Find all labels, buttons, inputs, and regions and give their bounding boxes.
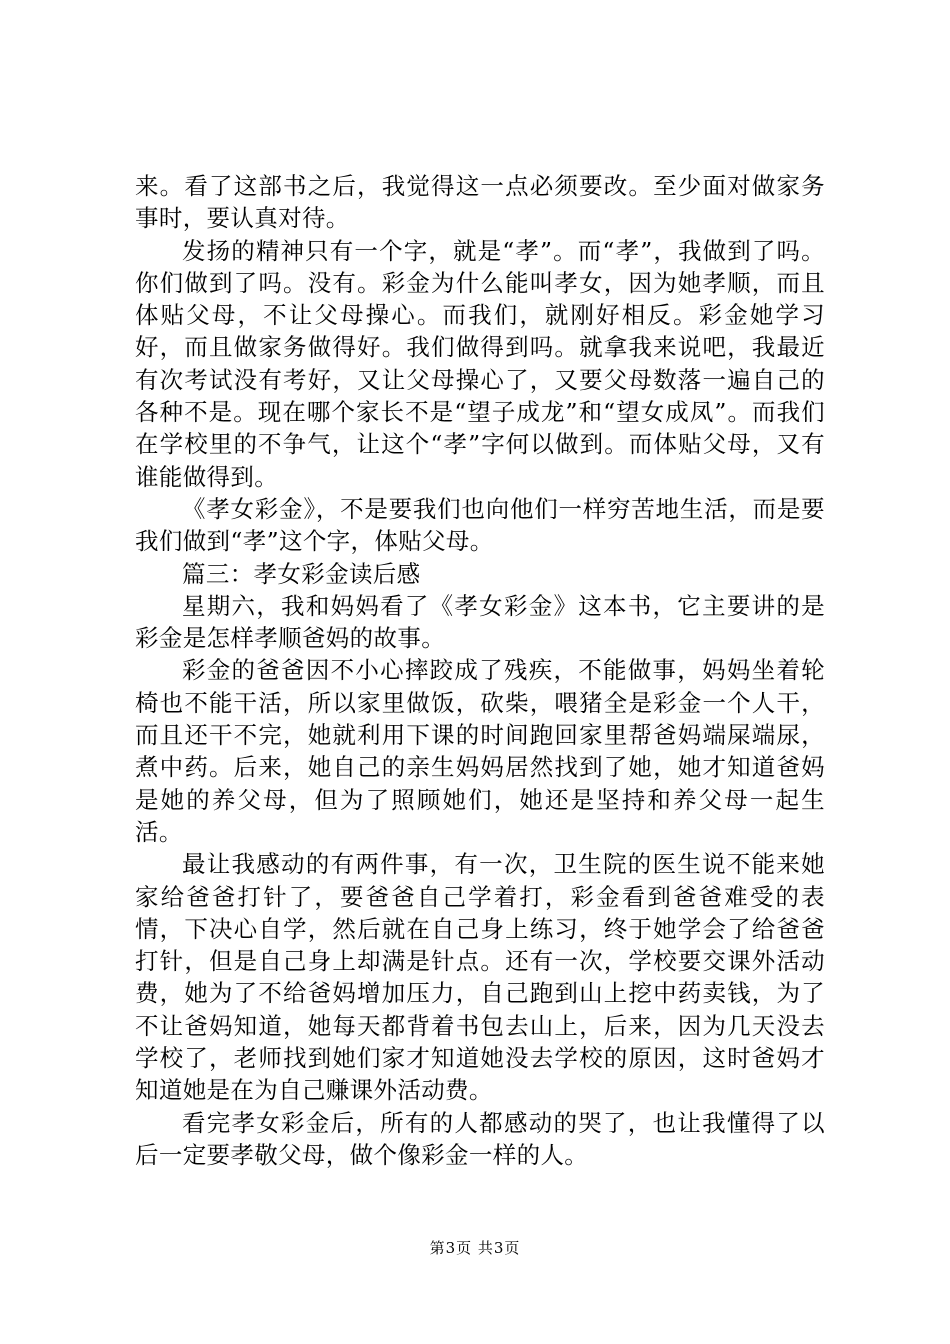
page-number-footer: 第3页 共3页	[429, 1239, 521, 1257]
paragraph-story: 彩金的爸爸因不小心摔跤成了残疾，不能做事，妈妈坐着轮椅也不能干活，所以家里做饭，砍柴，喂猪全是彩金一个人干，而且还干不完，她就利用下课的时间跑回家里帮爸妈端屎端尿，煮中药。后来，她自己的亲生妈妈居然找到了她，她才知道爸妈是她的养父母，但为了照顾她们，她还是坚持和养父母一起生活。	[135, 656, 825, 846]
paragraph-touching-events: 最让我感动的有两件事，有一次，卫生院的医生说不能来她家给爸爸打针了，要爸爸自己学着打，彩金看到爸爸难受的表情，下决心自学，然后就在自己身上练习，终于她学会了给爸爸打针，但是自己身上却满是针点。还有一次，学校要交课外活动费，她为了不给爸妈增加压力，自己跑到山上挖中药卖钱，为了不让爸妈知道，她每天都背着书包去山上，后来，因为几天没去学校了，老师找到她们家才知道她没去学校的原因，这时爸妈才知道她是在为自己赚课外活动费。	[135, 850, 825, 1105]
paragraph-continuation: 来。看了这部书之后，我觉得这一点必须要改。至少面对做家务事时，要认真对待。	[135, 172, 825, 233]
document-body	[135, 170, 825, 1171]
section-heading: 篇三：孝女彩金读后感	[182, 559, 421, 588]
paragraph-conclusion: 《孝女彩金》，不是要我们也向他们一样穷苦地生活，而是要我们做到“孝”这个字，体贴父母。	[135, 494, 825, 556]
paragraph-intro: 星期六，我和妈妈看了《孝女彩金》这本书，它主要讲的是彩金是怎样孝顺爸妈的故事。	[135, 591, 825, 653]
paragraph-filial-spirit: 发扬的精神只有一个字，就是“孝”。而“孝”，我做到了吗。你们做到了吗。没有。彩金为什么能叫孝女，因为她孝顺，而且体贴父母，不让父母操心。而我们，就刚好相反。彩金她学习好，而且做家务做得好。我们做得到吗。就拿我来说吧，我最近有次考试没有考好，又让父母操心了，又要父母数落一遍自己的各种不是。现在哪个家长不是“望子成龙”和“望女成凤”。而我们在学校里的不争气，让这个“孝”字何以做到。而体贴父母，又有谁能做得到。	[135, 236, 825, 491]
paragraph-ending: 看完孝女彩金后，所有的人都感动的哭了，也让我懂得了以后一定要孝敬父母，做个像彩金一样的人。	[135, 1108, 825, 1169]
